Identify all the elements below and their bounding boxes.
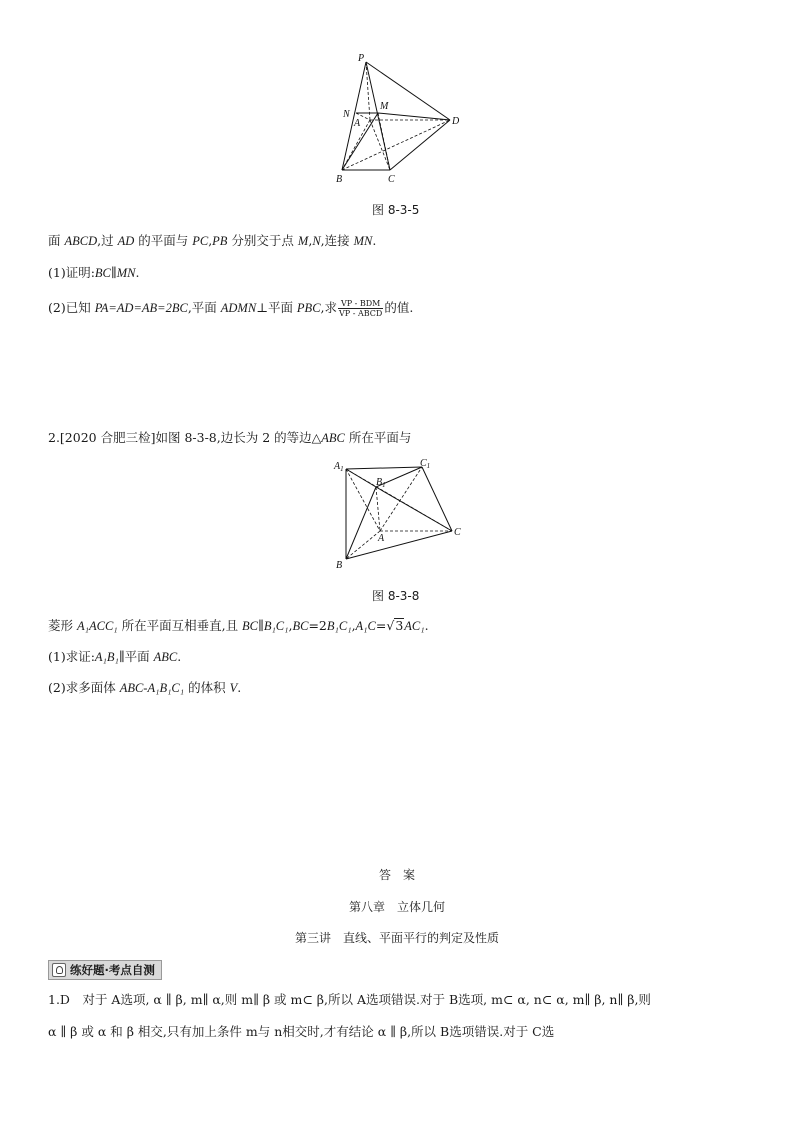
problem2-continuation: 菱形 A₁ACC₁ 所在平面互相垂直,且 BC∥B₁C₁,BC=2B₁C₁,A₁C=√3AC₁. <box>48 618 429 633</box>
answers-title: 答 案 <box>378 868 415 882</box>
label-B: B <box>336 174 343 185</box>
pyramid-diagram <box>328 50 468 190</box>
section-title: 第三讲 直线、平面平行的判定及性质 <box>294 931 499 945</box>
figure-caption-8-3-8: 图 8-3-8 <box>372 589 420 603</box>
volume-ratio-fraction: $\frac{\text{VP - BDM}}{\text{VP - ABCD}}$ <box>339 299 383 318</box>
label-D: D <box>452 116 460 127</box>
lightbulb-icon <box>52 963 66 977</box>
problem1-stem: 面 ABCD,过 AD 的平面与 PC,PB 分别交于点 M,N,连接 MN. <box>48 233 377 248</box>
label-B: B <box>336 560 343 571</box>
problem2-intro: 2.[2020 合肥三检]如图 8-3-8,边长为 2 的等边△ABC 所在平面与 <box>48 430 412 445</box>
problem2-question1: (1)求证:A₁B₁∥平面 ABC. <box>48 649 182 664</box>
figure-8-3-8 <box>328 455 468 573</box>
label-P: P <box>358 53 365 64</box>
label-M: M <box>380 101 389 112</box>
label-N: N <box>343 109 350 120</box>
answer-1-line-1: 1.D 对于 A选项, α ∥ β, m∥ α,则 m∥ β 或 m⊂ β,所以 A选项错误.对于 B选项, m⊂ α, n⊂ α, m∥ β, n∥ β,则 <box>48 992 651 1007</box>
label-A: A <box>354 118 361 129</box>
label-A1: $A_1$ <box>334 461 344 473</box>
label-C: C <box>388 174 395 185</box>
figure-8-3-5 <box>328 50 468 190</box>
problem1-question2: (2)已知 PA=AD=AB=2BC,平面 ADMN⊥平面 PBC,求 $\frac{\text{VP - BDM}}{\text{VP - ABCD}}$ 的值. <box>48 299 414 318</box>
label-C1: $C_1$ <box>420 458 431 470</box>
problem2-question2: (2)求多面体 ABC-A₁B₁C₁ 的体积 V. <box>48 680 242 695</box>
label-C: C <box>454 527 461 538</box>
figure-caption-8-3-5: 图 8-3-5 <box>372 203 420 217</box>
problem1-question1: (1)证明:BC∥MN. <box>48 265 140 280</box>
chapter-title: 第八章 立体几何 <box>348 900 445 914</box>
label-B1: $B_1$ <box>376 477 386 489</box>
answer-1-line-2: α ∥ β 或 α 和 β 相交,只有加上条件 m与 n相交时,才有结论 α ∥ β,所以 B选项错误.对于 C选 <box>48 1024 555 1039</box>
polyhedron-diagram <box>328 455 468 573</box>
practice-badge: 练好题·考点自测 <box>48 960 162 981</box>
label-A: A <box>378 533 385 544</box>
